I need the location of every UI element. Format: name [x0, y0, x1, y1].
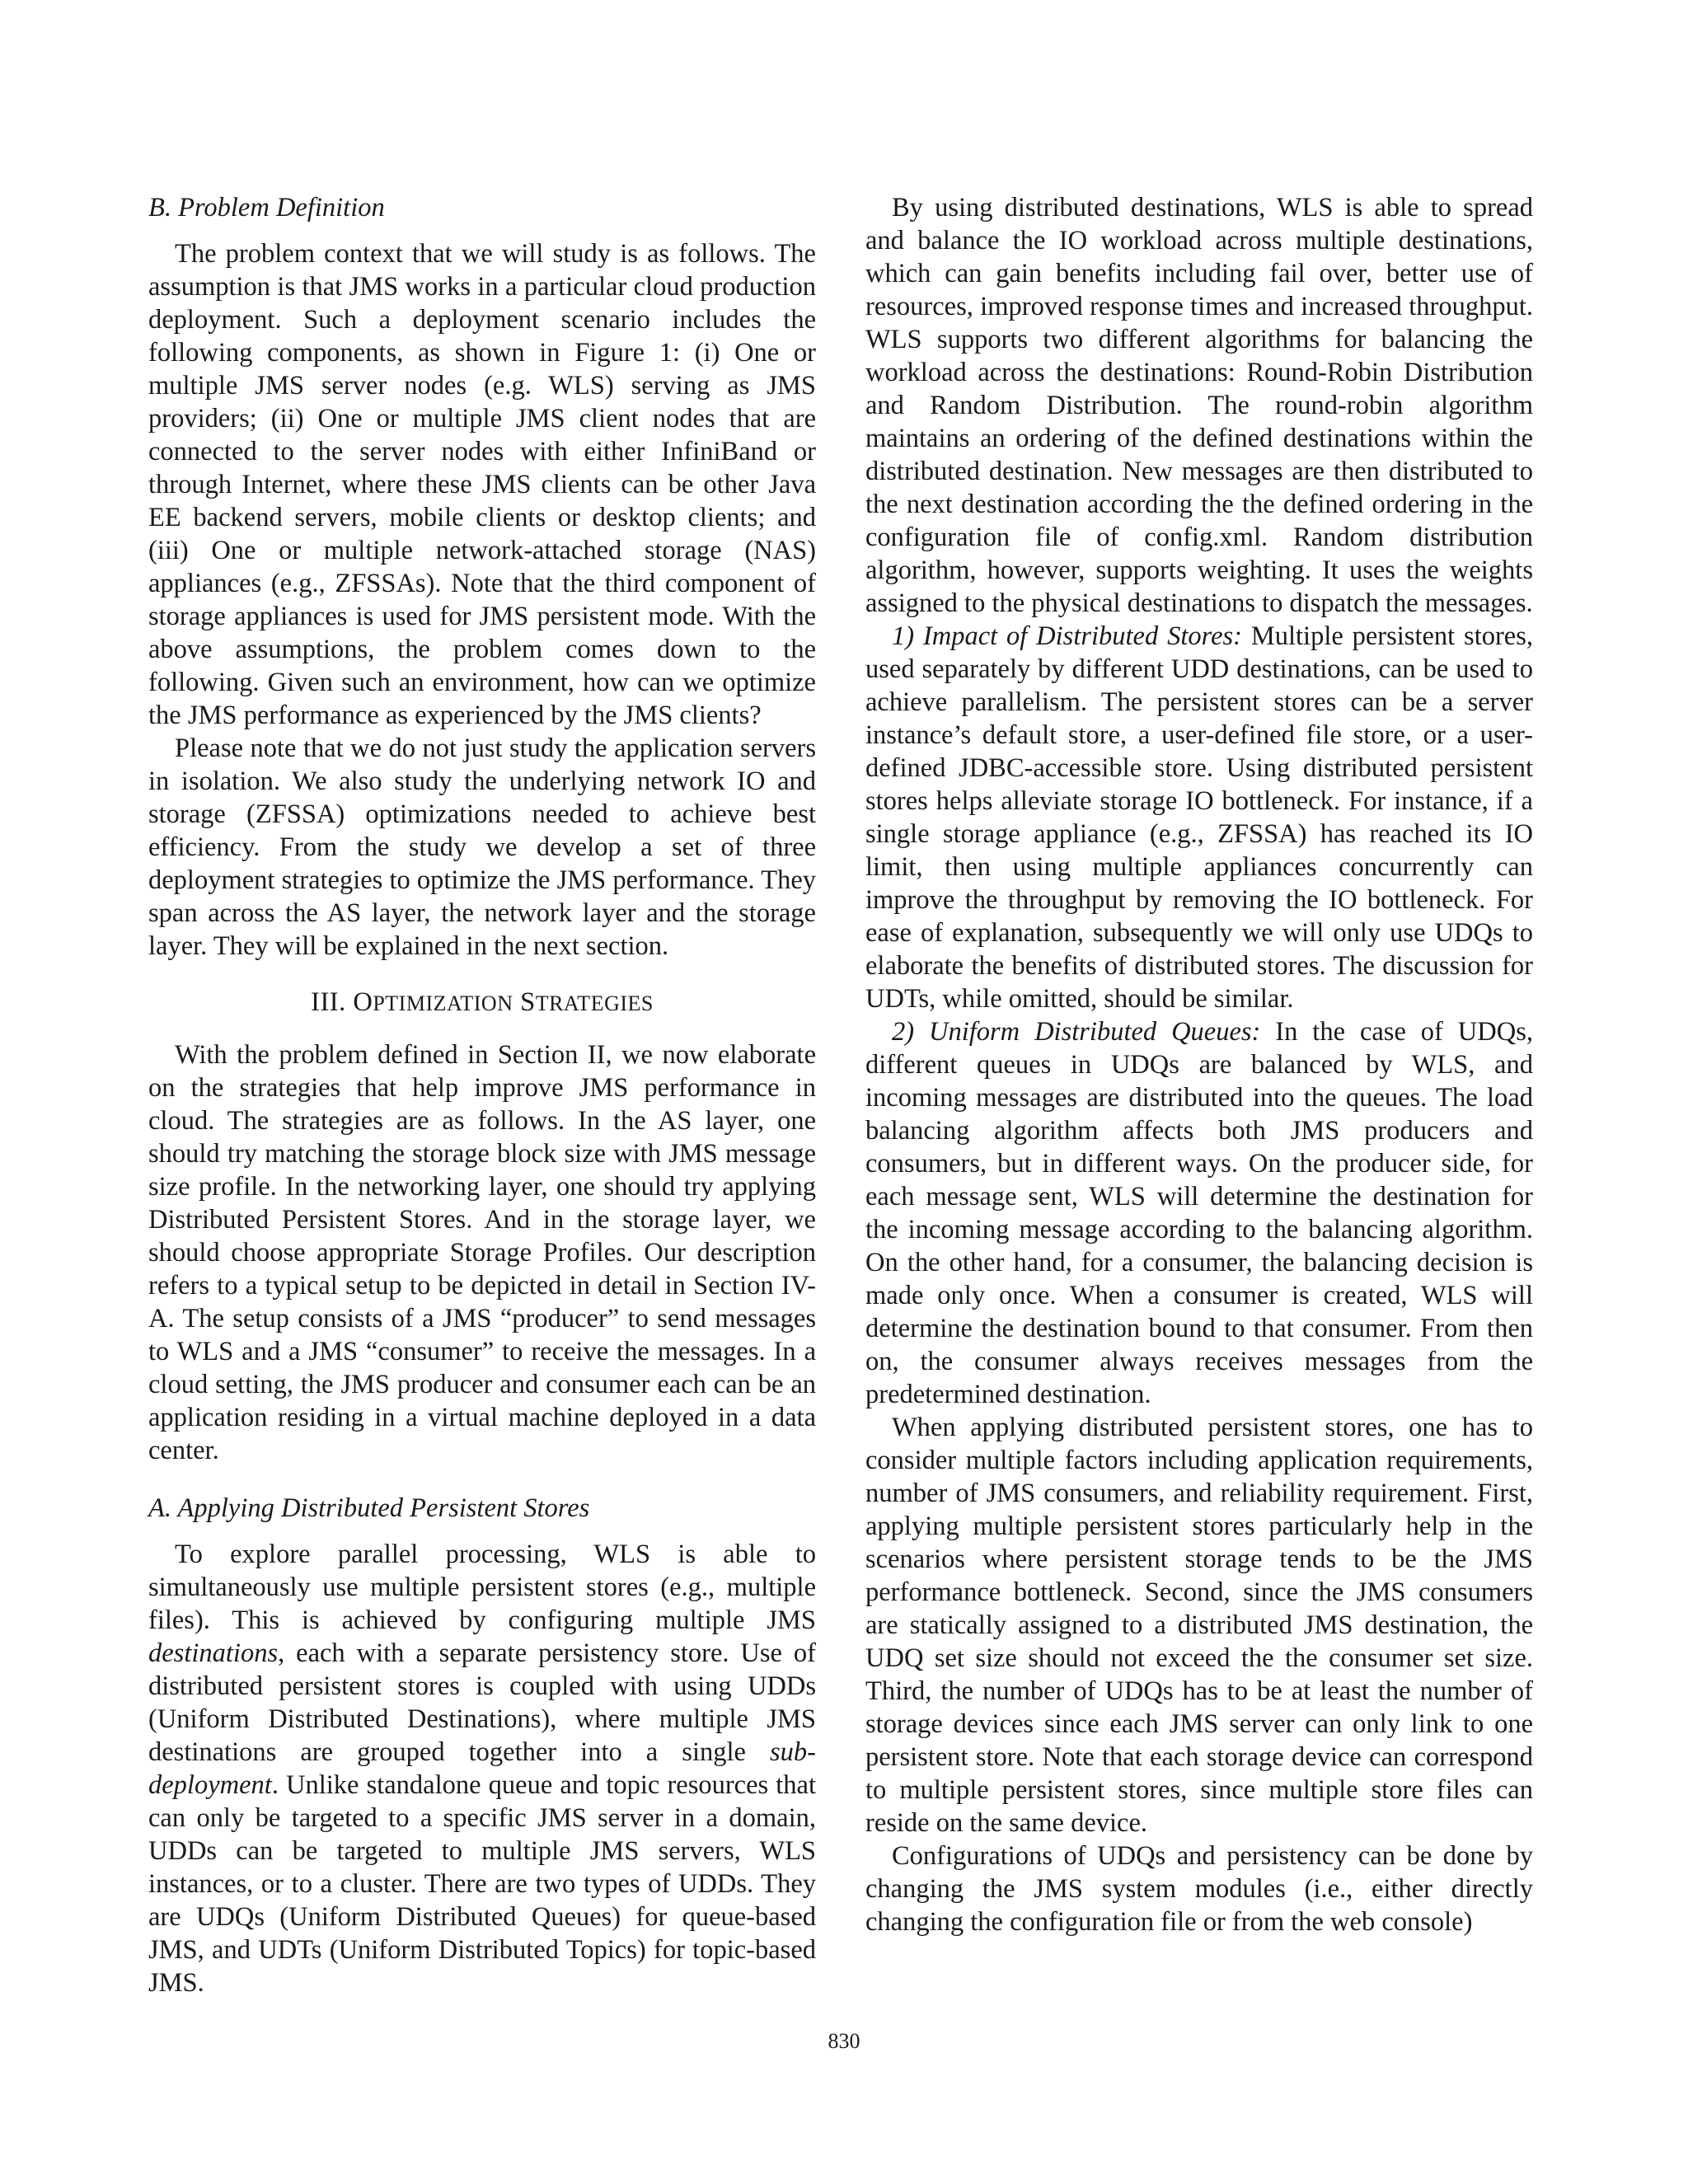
applying-paragraph: [148, 1538, 816, 1999]
factors-paragraph: When applying distributed persistent stores, one has to consider multiple factors including application requirements, number of JMS consumers, and reliability requirement. First, applying multiple persistent stores particularly help in the scenarios where persistent storage tends to be the JMS performance bottleneck. Second, since the JMS consumers are statically assigned to a distributed JMS destination, the UDQ set size should not exceed the the consumer set size. Third, the number of UDQs has to be at least the number of storage devices since each JMS server can only link to one persistent store. Note that each storage device can correspond to multiple persistent stores, since multiple store files can reside on the same device.: [865, 1413, 1533, 1838]
right-column: [865, 191, 1533, 1938]
impact-paragraph: [865, 620, 1533, 1015]
section-iii-smallcaps-2: TRATEGIES: [535, 991, 654, 1015]
udq-text: In the case of UDQs, different queues in UDQs are balanced by WLS, and incoming messages are distributed into the queues. The load balancing algorithm affects both JMS producers and consumers, but in different ways. On the producer side, for each message sent, WLS will determine the destination for the incoming message according to the balancing algorithm. On the other hand, for a consumer, the balancing decision is made only once. When a consumer is created, WLS will determine the destination bound to that consumer. From then on, the consumer always receives messages from the predetermined destination.: [865, 1017, 1533, 1409]
udq-paragraph: [865, 1015, 1533, 1411]
section-iii-numeral: III. O: [311, 987, 373, 1017]
distributed-destinations-paragraph: By using distributed destinations, WLS is able to spread and balance the IO workload across multiple destinations, which can gain benefits including fail over, better use of resources, improved response times and increased throughput. WLS supports two different algorithms for balancing the workload across the destinations: Round-Robin Distribution and Random Distribution. The round-robin algorithm maintains an ordering of the defined destinations within the distributed destination. New messages are then distributed to the next destination according the the defined ordering in the configuration file of config.xml. Random distribution algorithm, however, supports weighting. It uses the weights assigned to the physical destinations to dispatch the messages.: [865, 193, 1533, 618]
applying-text-2: , each with a separate persistency store. Use of distributed persistent stores is coupled with using UDDs (Uniform Distributed Destinations), where multiple JMS destinations are grouped together into a single: [148, 1638, 816, 1767]
section-iii-heading: [148, 986, 816, 1020]
udq-heading: 2) Uniform Distributed Queues:: [892, 1017, 1261, 1047]
destinations-emphasis: destinations: [148, 1638, 279, 1668]
section-iii-smallcaps-1: PTIMIZATION: [373, 991, 513, 1015]
applying-text-1: To explore parallel processing, WLS is able to simultaneously use multiple persistent stores (e.g., multiple files). This is achieved by configuring multiple JMS: [148, 1540, 816, 1635]
subsection-a-heading: A. Applying Distributed Persistent Stores: [148, 1493, 590, 1523]
left-column: [148, 191, 816, 1999]
strategies-paragraph: With the problem defined in Section II, we now elaborate on the strategies that help improve JMS performance in cloud. The strategies are as follows. In the AS layer, one should try matching the storage block size with JMS message size profile. In the networking layer, one should try applying Distributed Persistent Stores. And in the storage layer, we should choose appropriate Storage Profiles. Our description refers to a typical setup to be depicted in detail in Section IV-A. The setup consists of a JMS “producer” to send messages to WLS and a JMS “consumer” to receive the messages. In a cloud setting, the JMS producer and consumer each can be an application residing in a virtual machine deployed in a data center.: [148, 1040, 816, 1465]
problem-paragraph-1: The problem context that we will study is as follows. The assumption is that JMS works in a particular cloud production deployment. Such a deployment scenario includes the following components, as shown in Figure 1: (i) One or multiple JMS server nodes (e.g. WLS) serving as JMS providers; (ii) One or multiple JMS client nodes that are connected to the server nodes with either InfiniBand or through Internet, where these JMS clients can be other Java EE backend servers, mobile clients or desktop clients; and (iii) One or multiple network-attached storage (NAS) appliances (e.g., ZFSSAs). Note that the third component of storage appliances is used for JMS persistent mode. With the above assumptions, the problem comes down to the following. Given such an environment, how can we optimize the JMS performance as experienced by the JMS clients?: [148, 239, 816, 730]
applying-text-3: . Unlike standalone queue and topic resources that can only be targeted to a specific JMS server in a domain, UDDs can be targeted to multiple JMS servers, WLS instances, or to a cluster. There are two types of UDDs. They are UDQs (Uniform Distributed Queues) for queue-based JMS, and UDTs (Uniform Distributed Topics) for topic-based JMS.: [148, 1770, 816, 1998]
subsection-b-heading: B. Problem Definition: [148, 193, 385, 223]
impact-heading: 1) Impact of Distributed Stores:: [892, 621, 1242, 651]
page-number: 830: [828, 2029, 860, 2053]
problem-paragraph-2: Please note that we do not just study the application servers in isolation. We also study the underlying network IO and storage (ZFSSA) optimizations needed to achieve best efficiency. From the study we develop a set of three deployment strategies to optimize the JMS performance. They span across the AS layer, the network layer and the storage layer. They will be explained in the next section.: [148, 733, 816, 961]
impact-text: Multiple persistent stores, used separately by different UDD destinations, can be used to achieve parallelism. The persistent stores can be a server instance’s default store, a user-defined file store, or a user-defined JDBC-accessible store. Using distributed persistent stores helps alleviate storage IO bottleneck. For instance, if a single storage appliance (e.g., ZFSSA) has reached its IO limit, then using multiple appliances concurrently can improve the throughput by removing the IO bottleneck. For ease of explanation, subsequently we will only use UDQs to elaborate the benefits of distributed stores. The discussion for UDTs, while omitted, should be similar.: [865, 621, 1533, 1014]
configurations-paragraph: Configurations of UDQs and persistency can be done by changing the JMS system modules (i.e., either directly changing the configuration file or from the web console): [865, 1841, 1533, 1937]
sub-deployment-emphasis: sub-deployment: [148, 1737, 816, 1800]
section-iii-space: S: [513, 987, 536, 1017]
